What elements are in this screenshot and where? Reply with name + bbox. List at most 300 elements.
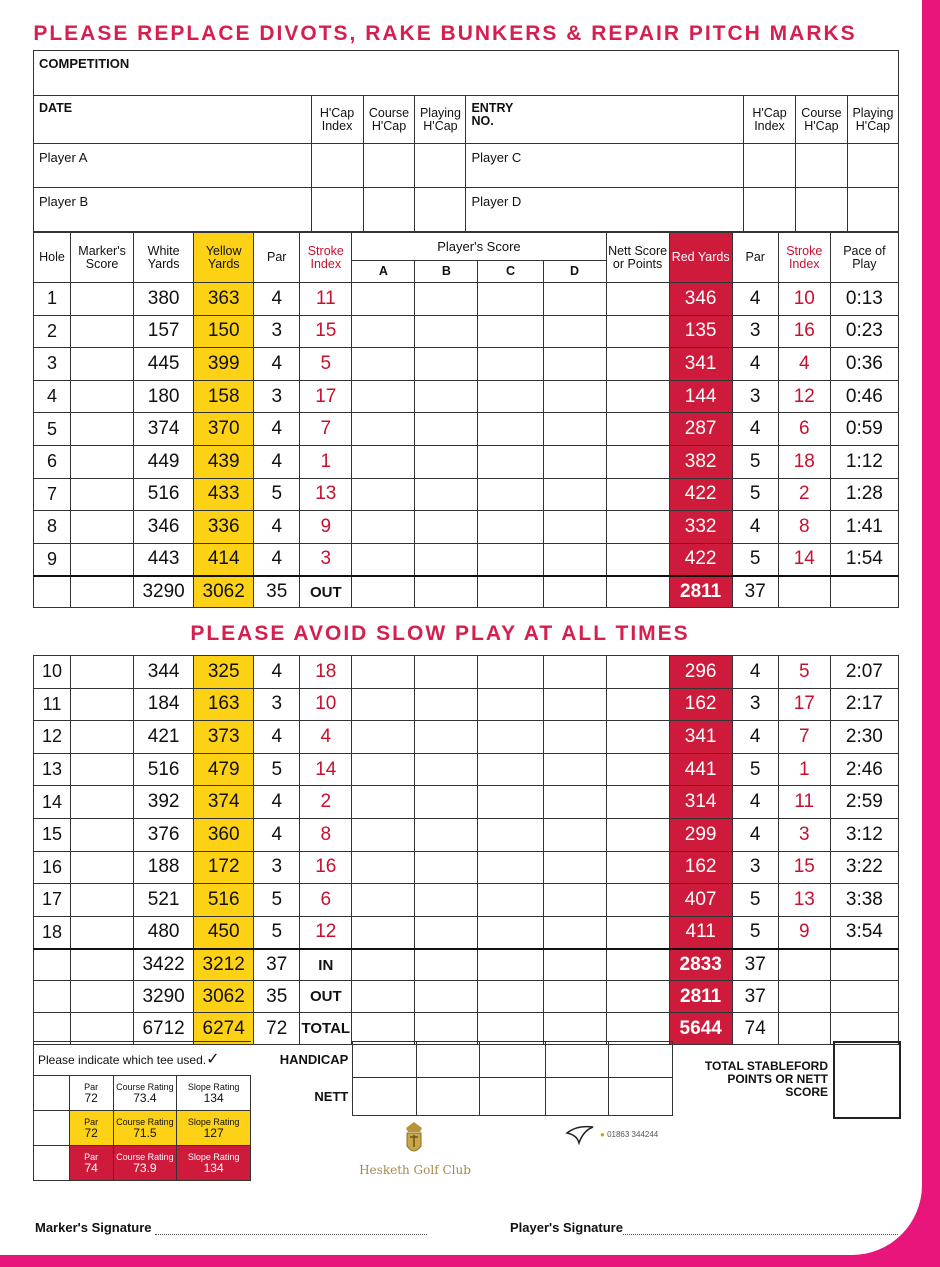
nett-score-cell[interactable] <box>606 818 669 851</box>
nett-score-cell[interactable] <box>606 445 669 478</box>
tee-sr-label: Slope Rating <box>187 1117 240 1127</box>
score-cell-c[interactable] <box>478 283 543 316</box>
score-cell-a[interactable] <box>352 884 415 917</box>
red-par: 5 <box>732 445 778 478</box>
nett-score-cell[interactable] <box>606 283 669 316</box>
score-cell-d[interactable] <box>543 315 606 348</box>
club-name: Hesketh Golf Club <box>359 1163 471 1177</box>
table-row <box>34 283 899 316</box>
score-cell-a[interactable] <box>352 916 415 949</box>
marker-score-header: Marker's Score <box>71 233 134 283</box>
nett-total-cell[interactable] <box>606 981 669 1013</box>
score-cell-a[interactable] <box>352 348 415 381</box>
total-label: TOTAL <box>300 1013 352 1045</box>
score-cell-d[interactable] <box>543 818 606 851</box>
tee-cr-label: Course Rating <box>116 1117 174 1127</box>
score-cell-c[interactable] <box>478 543 543 576</box>
score-cell-a[interactable] <box>352 445 415 478</box>
stroke-index: 15 <box>300 315 352 348</box>
white-yards: 443 <box>134 543 194 576</box>
yellow-yards: 163 <box>194 688 254 721</box>
yellow-yards-header: Yellow Yards <box>194 233 254 283</box>
score-cell-c[interactable] <box>478 478 543 511</box>
score-cell-c[interactable] <box>478 884 543 917</box>
score-cell-b[interactable] <box>415 543 478 576</box>
red-stroke-index: 14 <box>778 543 830 576</box>
tee-prompt: Please indicate which tee used.✓ <box>34 1042 251 1076</box>
pace-of-play: 0:59 <box>830 413 898 446</box>
yellow-yards: 172 <box>194 851 254 884</box>
marker-score-cell[interactable] <box>71 656 134 689</box>
red-stroke-index: 10 <box>778 283 830 316</box>
nett-score-cell[interactable] <box>606 688 669 721</box>
red-yards: 162 <box>669 851 732 884</box>
nett-d[interactable] <box>545 1078 609 1116</box>
stroke-index: 2 <box>300 786 352 819</box>
score-cell-b[interactable] <box>415 688 478 721</box>
white-yards: 380 <box>134 283 194 316</box>
table-row <box>34 721 899 754</box>
score-cell-a[interactable] <box>352 380 415 413</box>
tee-cr-value: 71.5 <box>133 1126 157 1140</box>
total-cell-c[interactable] <box>478 981 543 1013</box>
score-cell-d[interactable] <box>543 721 606 754</box>
score-cell-b[interactable] <box>415 916 478 949</box>
score-cell-c[interactable] <box>478 818 543 851</box>
marker-total-cell[interactable] <box>71 981 134 1013</box>
nett-score-cell[interactable] <box>606 786 669 819</box>
table-row <box>34 818 899 851</box>
total-cell-b[interactable] <box>415 981 478 1013</box>
blank <box>778 1013 830 1045</box>
stroke-index: 6 <box>300 884 352 917</box>
player-b-playing[interactable] <box>415 188 466 232</box>
red-total: 2833 <box>669 949 732 981</box>
score-cell-b[interactable] <box>415 413 478 446</box>
player-c-field[interactable]: Player C <box>466 144 744 188</box>
marker-score-cell[interactable] <box>71 851 134 884</box>
hole-number: 18 <box>34 916 71 949</box>
red-par: 4 <box>732 283 778 316</box>
red-par: 5 <box>732 478 778 511</box>
white-yards: 188 <box>134 851 194 884</box>
red-yards: 135 <box>669 315 732 348</box>
nett-c[interactable] <box>480 1078 546 1116</box>
hole-number: 11 <box>34 688 71 721</box>
tee-sr-value: 127 <box>203 1126 224 1140</box>
score-cell-d[interactable] <box>543 413 606 446</box>
yellow-yards: 360 <box>194 818 254 851</box>
player-a-playing[interactable] <box>415 144 466 188</box>
nett-score-cell[interactable] <box>606 656 669 689</box>
par: 4 <box>254 786 300 819</box>
marker-score-cell[interactable] <box>71 348 134 381</box>
marker-score-cell[interactable] <box>71 753 134 786</box>
entry-no-field[interactable]: ENTRY NO. <box>466 96 744 144</box>
score-cell-c[interactable] <box>478 851 543 884</box>
player-d-playing[interactable] <box>847 188 898 232</box>
score-cell-a[interactable] <box>352 283 415 316</box>
pace-of-play: 2:07 <box>830 656 898 689</box>
tee-checkbox[interactable] <box>34 1076 70 1111</box>
score-cell-d[interactable] <box>543 753 606 786</box>
stableford-box[interactable] <box>833 1041 901 1119</box>
score-cell-b[interactable] <box>415 721 478 754</box>
phone-icon: ● <box>600 1130 605 1139</box>
player-b-field[interactable]: Player B <box>34 188 312 232</box>
pace-of-play: 2:30 <box>830 721 898 754</box>
total-cell-c[interactable] <box>478 576 543 608</box>
player-d-col: D <box>543 261 606 283</box>
player-a-field[interactable]: Player A <box>34 144 312 188</box>
yellow-yards: 374 <box>194 786 254 819</box>
nett-a[interactable] <box>353 1078 417 1116</box>
score-cell-b[interactable] <box>415 348 478 381</box>
marker-score-cell[interactable] <box>71 283 134 316</box>
white-total: 3290 <box>134 981 194 1013</box>
marker-signature[interactable]: Marker's Signature <box>35 1220 427 1235</box>
handicap-d[interactable] <box>545 1042 609 1078</box>
score-cell-c[interactable] <box>478 688 543 721</box>
total-row <box>34 949 899 981</box>
score-cell-d[interactable] <box>543 380 606 413</box>
player-d-course[interactable] <box>795 188 847 232</box>
score-cell-a[interactable] <box>352 786 415 819</box>
table-row <box>34 315 899 348</box>
hole-number: 7 <box>34 478 71 511</box>
score-cell-c[interactable] <box>478 315 543 348</box>
score-cell-c[interactable] <box>478 753 543 786</box>
score-cell-b[interactable] <box>415 283 478 316</box>
marker-score-cell[interactable] <box>71 688 134 721</box>
stroke-index: 5 <box>300 348 352 381</box>
red-par: 4 <box>732 818 778 851</box>
tee-sr-value: 134 <box>203 1091 224 1105</box>
player-a-hcap[interactable] <box>311 144 363 188</box>
yellow-total: 3062 <box>194 576 254 608</box>
red-stroke-index: 15 <box>778 851 830 884</box>
tee-row <box>34 1076 251 1111</box>
score-cell-d[interactable] <box>543 884 606 917</box>
handicap-b[interactable] <box>416 1042 480 1078</box>
stroke-index: 13 <box>300 478 352 511</box>
red-par: 3 <box>732 688 778 721</box>
nett-total-cell[interactable] <box>606 949 669 981</box>
par: 5 <box>254 478 300 511</box>
handicap-a[interactable] <box>353 1042 417 1078</box>
score-cell-b[interactable] <box>415 380 478 413</box>
red-stroke-index: 16 <box>778 315 830 348</box>
red-par: 4 <box>732 786 778 819</box>
red-total: 2811 <box>669 576 732 608</box>
score-cell-d[interactable] <box>543 786 606 819</box>
white-total: 6712 <box>134 1013 194 1045</box>
marker-total-cell[interactable] <box>71 576 134 608</box>
marker-score-cell[interactable] <box>71 478 134 511</box>
par-total: 72 <box>254 1013 300 1045</box>
white-yards: 374 <box>134 413 194 446</box>
tee-cr-value: 73.9 <box>133 1161 157 1175</box>
score-cell-b[interactable] <box>415 511 478 544</box>
score-cell-c[interactable] <box>478 721 543 754</box>
player-info-table <box>33 50 899 232</box>
tee-sr-label: Slope Rating <box>187 1082 240 1092</box>
nett-score-cell[interactable] <box>606 753 669 786</box>
score-cell-b[interactable] <box>415 851 478 884</box>
red-par: 5 <box>732 884 778 917</box>
blank <box>778 576 830 608</box>
score-cell-a[interactable] <box>352 413 415 446</box>
red-stroke-index: 9 <box>778 916 830 949</box>
tee-par-value: 74 <box>84 1161 98 1175</box>
score-cell-a[interactable] <box>352 543 415 576</box>
table-row <box>34 511 899 544</box>
marker-score-cell[interactable] <box>71 315 134 348</box>
score-cell-c[interactable] <box>478 380 543 413</box>
nett-score-cell[interactable] <box>606 543 669 576</box>
red-par: 5 <box>732 753 778 786</box>
marker-total-cell[interactable] <box>71 949 134 981</box>
stroke-index: 10 <box>300 688 352 721</box>
red-stroke-index: 2 <box>778 478 830 511</box>
handicap-nett[interactable] <box>609 1042 673 1078</box>
score-cell-c[interactable] <box>478 786 543 819</box>
score-cell-a[interactable] <box>352 478 415 511</box>
score-cell-d[interactable] <box>543 656 606 689</box>
marker-score-cell[interactable] <box>71 786 134 819</box>
player-d-field[interactable]: Player D <box>466 188 744 232</box>
par: 4 <box>254 656 300 689</box>
nett-b[interactable] <box>416 1078 480 1116</box>
red-yards: 341 <box>669 721 732 754</box>
score-cell-b[interactable] <box>415 478 478 511</box>
score-cell-d[interactable] <box>543 543 606 576</box>
competition-field[interactable]: COMPETITION <box>34 51 899 96</box>
marker-score-cell[interactable] <box>71 380 134 413</box>
score-cell-a[interactable] <box>352 818 415 851</box>
hole-number: 4 <box>34 380 71 413</box>
course-hcap-header-2: Course H'Cap <box>795 96 847 144</box>
stroke-index-header: Stroke Index <box>300 233 352 283</box>
score-cell-b[interactable] <box>415 315 478 348</box>
white-yards: 180 <box>134 380 194 413</box>
player-a-course[interactable] <box>363 144 415 188</box>
tee-row <box>34 1111 251 1146</box>
player-c-course[interactable] <box>795 144 847 188</box>
score-cell-c[interactable] <box>478 348 543 381</box>
red-stroke-index: 18 <box>778 445 830 478</box>
player-d-hcap[interactable] <box>744 188 796 232</box>
score-cell-d[interactable] <box>543 916 606 949</box>
tee-par <box>69 1076 113 1111</box>
player-c-col: C <box>478 261 543 283</box>
blank <box>778 981 830 1013</box>
yellow-yards: 158 <box>194 380 254 413</box>
total-cell-d[interactable] <box>543 949 606 981</box>
hole-number: 12 <box>34 721 71 754</box>
red-par-total: 37 <box>732 949 778 981</box>
nett-score-cell[interactable] <box>606 851 669 884</box>
score-cell-a[interactable] <box>352 753 415 786</box>
score-cell-a[interactable] <box>352 851 415 884</box>
white-yards: 480 <box>134 916 194 949</box>
par-header: Par <box>254 233 300 283</box>
red-yards: 162 <box>669 688 732 721</box>
tee-par-label: Par <box>84 1117 99 1127</box>
score-cell-d[interactable] <box>543 511 606 544</box>
score-cell-a[interactable] <box>352 315 415 348</box>
total-cell-b[interactable] <box>415 576 478 608</box>
tee-sr <box>177 1111 251 1146</box>
table-row <box>34 348 899 381</box>
table-row <box>34 543 899 576</box>
nett-nett[interactable] <box>609 1078 673 1116</box>
tee-par-value: 72 <box>84 1091 98 1105</box>
nett-score-cell[interactable] <box>606 413 669 446</box>
yellow-yards: 373 <box>194 721 254 754</box>
red-par: 3 <box>732 315 778 348</box>
total-cell-a[interactable] <box>352 576 415 608</box>
marker-score-cell[interactable] <box>71 884 134 917</box>
blank <box>34 981 71 1013</box>
player-c-hcap[interactable] <box>744 144 796 188</box>
score-cell-b[interactable] <box>415 786 478 819</box>
tee-cr-label: Course Rating <box>116 1152 174 1162</box>
score-cell-d[interactable] <box>543 348 606 381</box>
nett-score-cell[interactable] <box>606 380 669 413</box>
score-cell-b[interactable] <box>415 884 478 917</box>
score-cell-b[interactable] <box>415 818 478 851</box>
nett-score-cell[interactable] <box>606 478 669 511</box>
hole-number: 10 <box>34 656 71 689</box>
nett-score-cell[interactable] <box>606 315 669 348</box>
nett-total-cell[interactable] <box>606 576 669 608</box>
red-par: 3 <box>732 851 778 884</box>
back-nine-table <box>33 655 899 1045</box>
nett-score-cell[interactable] <box>606 916 669 949</box>
score-cell-d[interactable] <box>543 688 606 721</box>
hole-number: 13 <box>34 753 71 786</box>
score-cell-a[interactable] <box>352 511 415 544</box>
par: 4 <box>254 511 300 544</box>
tee-par-label: Par <box>84 1082 99 1092</box>
nett-score-cell[interactable] <box>606 348 669 381</box>
pace-of-play: 1:54 <box>830 543 898 576</box>
player-b-hcap[interactable] <box>311 188 363 232</box>
pace-of-play: 1:12 <box>830 445 898 478</box>
red-yards: 441 <box>669 753 732 786</box>
white-yards: 421 <box>134 721 194 754</box>
yellow-yards: 433 <box>194 478 254 511</box>
total-label: OUT <box>300 981 352 1013</box>
handicap-c[interactable] <box>480 1042 546 1078</box>
stroke-index: 7 <box>300 413 352 446</box>
stroke-index: 12 <box>300 916 352 949</box>
stroke-index: 3 <box>300 543 352 576</box>
nett-score-cell[interactable] <box>606 884 669 917</box>
marker-score-cell[interactable] <box>71 413 134 446</box>
pace-of-play: 2:46 <box>830 753 898 786</box>
handicap-label: HANDICAP <box>251 1042 353 1078</box>
check-icon: ✓ <box>206 1050 220 1068</box>
tee-sr <box>177 1076 251 1111</box>
marker-score-cell[interactable] <box>71 916 134 949</box>
par: 4 <box>254 818 300 851</box>
hole-number: 15 <box>34 818 71 851</box>
red-yards: 407 <box>669 884 732 917</box>
hole-number: 8 <box>34 511 71 544</box>
course-hcap-header: Course H'Cap <box>363 96 415 144</box>
stroke-index: 1 <box>300 445 352 478</box>
score-cell-c[interactable] <box>478 445 543 478</box>
score-cell-d[interactable] <box>543 283 606 316</box>
playing-hcap-header-2: Playing H'Cap <box>847 96 898 144</box>
total-cell-c[interactable] <box>478 949 543 981</box>
pace-of-play: 0:23 <box>830 315 898 348</box>
score-cell-c[interactable] <box>478 511 543 544</box>
total-cell-a[interactable] <box>352 949 415 981</box>
nett-score-cell[interactable] <box>606 511 669 544</box>
pace-of-play: 3:22 <box>830 851 898 884</box>
stableford-label: TOTAL STABLEFORD POINTS OR NETT SCORE <box>704 1059 828 1099</box>
yellow-yards: 450 <box>194 916 254 949</box>
red-par: 4 <box>732 413 778 446</box>
nett-score-cell[interactable] <box>606 721 669 754</box>
marker-score-cell[interactable] <box>71 511 134 544</box>
score-cell-b[interactable] <box>415 445 478 478</box>
tee-checkbox[interactable] <box>34 1146 70 1181</box>
score-cell-b[interactable] <box>415 753 478 786</box>
par-total: 35 <box>254 576 300 608</box>
pace-of-play: 1:28 <box>830 478 898 511</box>
score-cell-a[interactable] <box>352 656 415 689</box>
marker-score-cell[interactable] <box>71 818 134 851</box>
tee-checkbox[interactable] <box>34 1111 70 1146</box>
score-cell-a[interactable] <box>352 688 415 721</box>
marker-score-cell[interactable] <box>71 543 134 576</box>
red-stroke-index: 13 <box>778 884 830 917</box>
par: 4 <box>254 413 300 446</box>
score-cell-c[interactable] <box>478 413 543 446</box>
score-cell-a[interactable] <box>352 721 415 754</box>
slow-play-banner: PLEASE AVOID SLOW PLAY AT ALL TIMES <box>190 622 690 645</box>
total-cell-b[interactable] <box>415 949 478 981</box>
total-cell-d[interactable] <box>543 576 606 608</box>
par: 4 <box>254 348 300 381</box>
red-yards: 382 <box>669 445 732 478</box>
score-cell-d[interactable] <box>543 851 606 884</box>
score-cell-d[interactable] <box>543 478 606 511</box>
player-c-playing[interactable] <box>847 144 898 188</box>
yellow-yards: 325 <box>194 656 254 689</box>
hole-number: 1 <box>34 283 71 316</box>
marker-score-cell[interactable] <box>71 721 134 754</box>
red-yards: 299 <box>669 818 732 851</box>
score-cell-c[interactable] <box>478 656 543 689</box>
par: 3 <box>254 315 300 348</box>
score-cell-d[interactable] <box>543 445 606 478</box>
date-field[interactable]: DATE <box>34 96 312 144</box>
stroke-index: 4 <box>300 721 352 754</box>
marker-score-cell[interactable] <box>71 445 134 478</box>
score-cell-c[interactable] <box>478 916 543 949</box>
player-signature[interactable]: Player's Signature <box>510 1220 898 1235</box>
par: 4 <box>254 543 300 576</box>
total-cell-a[interactable] <box>352 981 415 1013</box>
total-cell-d[interactable] <box>543 981 606 1013</box>
player-b-course[interactable] <box>363 188 415 232</box>
score-cell-b[interactable] <box>415 656 478 689</box>
